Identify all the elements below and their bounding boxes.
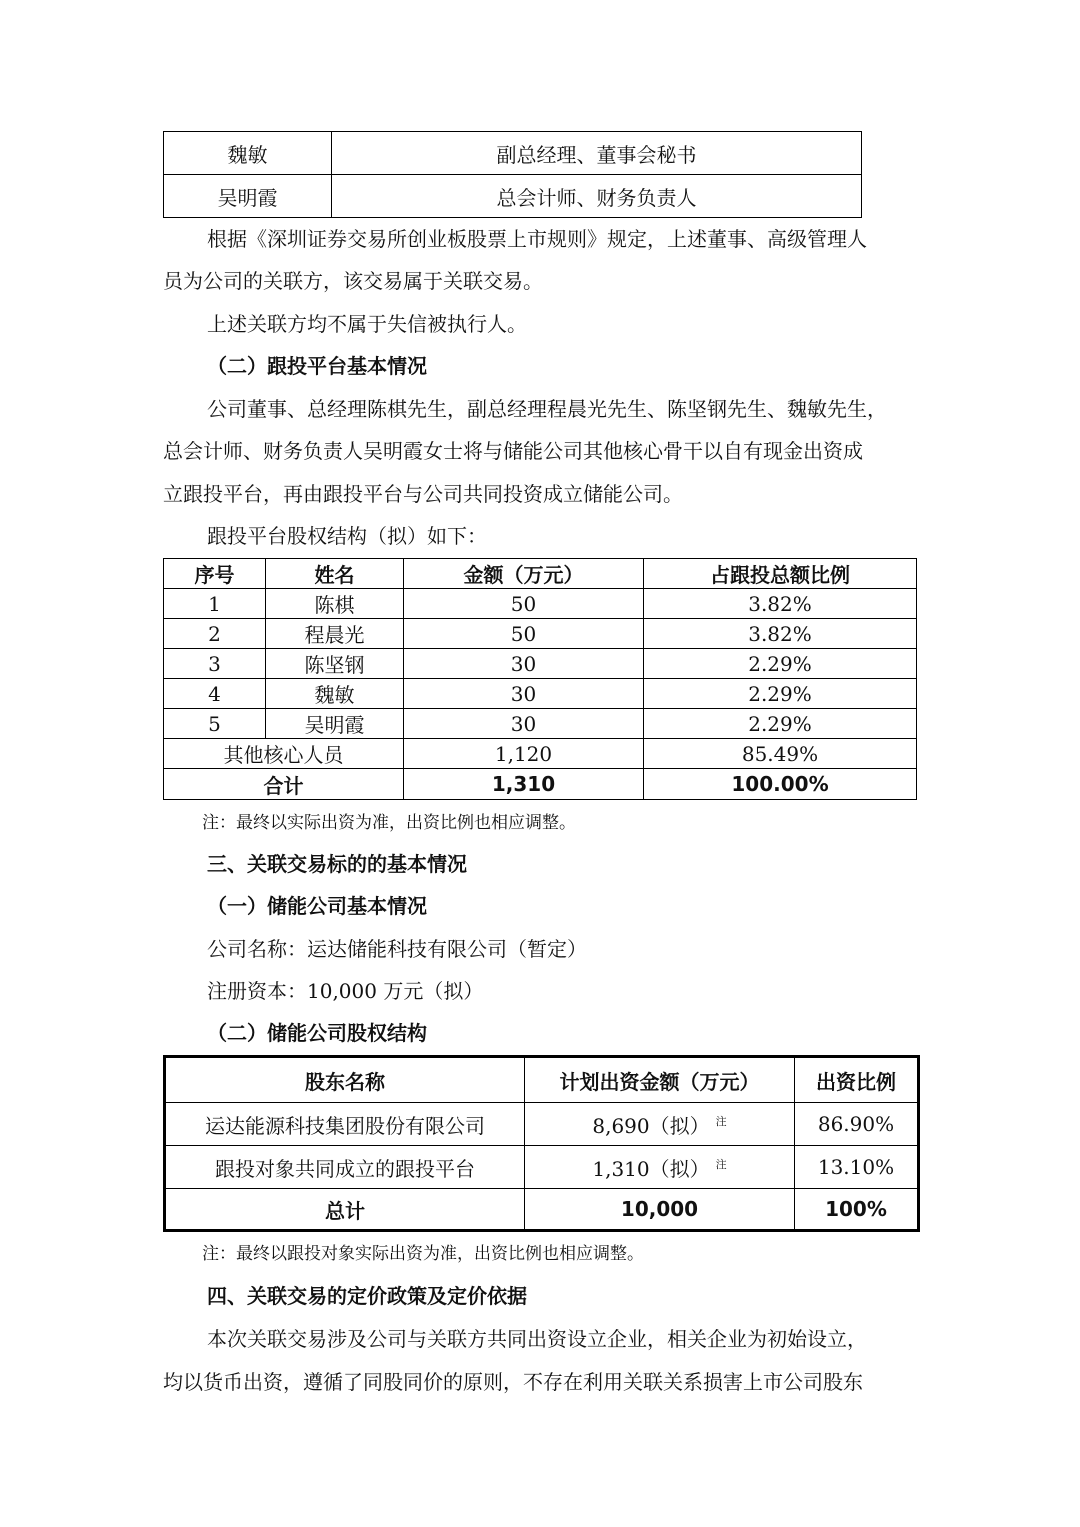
- section-heading: （一）储能公司基本情况: [207, 894, 427, 918]
- column-header: 计划出资金额（万元）: [525, 1057, 795, 1103]
- table-row: [164, 175, 862, 218]
- column-header: 占跟投总额比例: [644, 559, 917, 589]
- member-ratio: 2.29%: [644, 679, 917, 709]
- share-ratio: 86.90%: [795, 1103, 919, 1146]
- column-header: 姓名: [266, 559, 404, 589]
- company-name: 公司名称：运达储能科技有限公司（暂定）: [207, 937, 587, 961]
- paragraph-line: 根据《深圳证券交易所创业板股票上市规则》规定，上述董事、高级管理人: [207, 227, 867, 251]
- paragraph-line: 上述关联方均不属于失信被执行人。: [207, 312, 527, 336]
- table-row: [164, 679, 917, 709]
- member-name: 陈棋: [266, 589, 404, 619]
- total-ratio: 100.00%: [644, 769, 917, 800]
- table-header-row: [164, 559, 917, 589]
- member-ratio: 2.29%: [644, 709, 917, 739]
- member-amount: 50: [404, 589, 644, 619]
- section-heading: （二）储能公司股权结构: [207, 1021, 427, 1045]
- paragraph-line: 员为公司的关联方，该交易属于关联交易。: [163, 269, 543, 293]
- note-mark: 注: [715, 1157, 727, 1171]
- total-label: 合计: [164, 769, 404, 800]
- row-number: 4: [164, 679, 266, 709]
- section-heading: （二）跟投平台基本情况: [207, 354, 427, 378]
- row-number: 1: [164, 589, 266, 619]
- platform-equity-table: [163, 558, 917, 800]
- member-name: 吴明霞: [266, 709, 404, 739]
- others-ratio: 85.49%: [644, 739, 917, 769]
- table-row: [164, 132, 862, 175]
- table-note: 注：最终以跟投对象实际出资为准，出资比例也相应调整。: [202, 1244, 644, 1264]
- table-note: 注：最终以实际出资为准，出资比例也相应调整。: [202, 813, 576, 833]
- row-number: 2: [164, 619, 266, 649]
- member-amount: 30: [404, 649, 644, 679]
- table-row: [164, 589, 917, 619]
- amount-value: 8,690（拟）: [592, 1113, 710, 1138]
- table-row: [164, 649, 917, 679]
- shareholder-name: 运达能源科技集团股份有限公司: [165, 1103, 525, 1146]
- member-ratio: 2.29%: [644, 649, 917, 679]
- table-row: [165, 1103, 919, 1146]
- member-ratio: 3.82%: [644, 589, 917, 619]
- officer-role: 总会计师、财务负责人: [332, 175, 862, 218]
- total-label: 总计: [165, 1189, 525, 1231]
- planned-amount: [525, 1146, 795, 1189]
- table-row: [164, 739, 917, 769]
- row-number: 3: [164, 649, 266, 679]
- paragraph-line: 本次关联交易涉及公司与关联方共同出资设立企业，相关企业为初始设立，: [207, 1327, 867, 1351]
- amount-value: 1,310（拟）: [592, 1156, 710, 1181]
- row-number: 5: [164, 709, 266, 739]
- paragraph-line: 均以货币出资，遵循了同股同价的原则，不存在利用关联关系损害上市公司股东: [163, 1370, 863, 1394]
- table-row: [164, 619, 917, 649]
- others-label: 其他核心人员: [164, 739, 404, 769]
- table-row: [164, 709, 917, 739]
- table-total-row: [165, 1189, 919, 1231]
- officer-role: 副总经理、董事会秘书: [332, 132, 862, 175]
- member-amount: 50: [404, 619, 644, 649]
- paragraph-line: 公司董事、总经理陈棋先生，副总经理程晨光先生、陈坚钢先生、魏敏先生，: [207, 397, 887, 421]
- total-amount: 1,310: [404, 769, 644, 800]
- planned-amount: [525, 1103, 795, 1146]
- paragraph-line: 跟投平台股权结构（拟）如下：: [207, 524, 487, 548]
- total-ratio: 100%: [795, 1189, 919, 1231]
- member-name: 魏敏: [266, 679, 404, 709]
- column-header: 股东名称: [165, 1057, 525, 1103]
- member-amount: 30: [404, 679, 644, 709]
- table-row: [165, 1146, 919, 1189]
- member-name: 陈坚钢: [266, 649, 404, 679]
- officers-table: [163, 131, 862, 218]
- column-header: 序号: [164, 559, 266, 589]
- member-name: 程晨光: [266, 619, 404, 649]
- others-amount: 1,120: [404, 739, 644, 769]
- section-heading: 三、关联交易标的的基本情况: [207, 852, 467, 876]
- shareholder-name: 跟投对象共同成立的跟投平台: [165, 1146, 525, 1189]
- member-ratio: 3.82%: [644, 619, 917, 649]
- table-total-row: [164, 769, 917, 800]
- note-mark: 注: [715, 1114, 727, 1128]
- column-header: 金额（万元）: [404, 559, 644, 589]
- officer-name: 吴明霞: [164, 175, 332, 218]
- section-heading: 四、关联交易的定价政策及定价依据: [207, 1284, 527, 1308]
- officer-name: 魏敏: [164, 132, 332, 175]
- column-header: 出资比例: [795, 1057, 919, 1103]
- registered-capital: 注册资本：10,000 万元（拟）: [207, 979, 484, 1003]
- paragraph-line: 立跟投平台，再由跟投平台与公司共同投资成立储能公司。: [163, 482, 683, 506]
- total-amount: 10,000: [525, 1189, 795, 1231]
- share-ratio: 13.10%: [795, 1146, 919, 1189]
- table-header-row: [165, 1057, 919, 1103]
- paragraph-line: 总会计师、财务负责人吴明霞女士将与储能公司其他核心骨干以自有现金出资成: [163, 439, 863, 463]
- company-equity-table: [163, 1055, 920, 1232]
- member-amount: 30: [404, 709, 644, 739]
